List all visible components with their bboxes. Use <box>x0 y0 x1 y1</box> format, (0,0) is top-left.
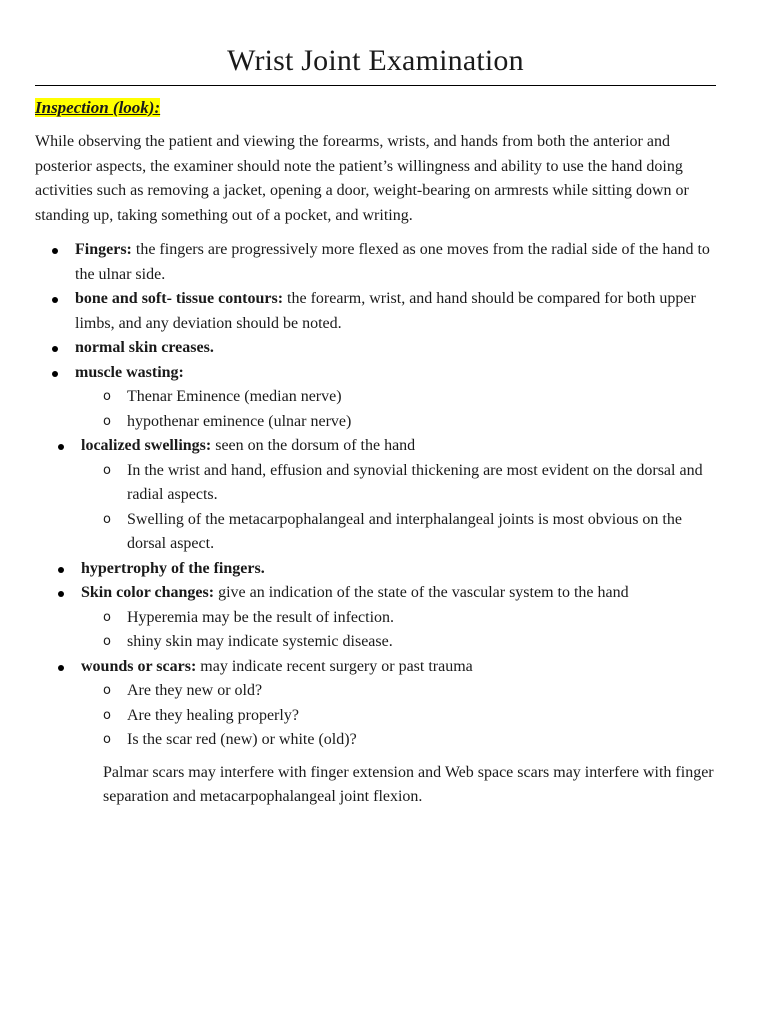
list-item <box>35 336 716 361</box>
list-item-text: may indicate recent surgery or past trauma <box>196 657 473 675</box>
list-item-text: the fingers are progressively more flexed as one moves from the radial side of the hand to the ulnar side. <box>75 241 710 283</box>
bullet-icon <box>52 297 58 303</box>
page-title: Wrist Joint Examination <box>227 44 524 77</box>
list-item-label: hypertrophy of the fingers. <box>81 559 265 577</box>
list-item-label: muscle wasting: <box>75 363 184 381</box>
title-divider <box>35 85 716 86</box>
sub-list <box>75 385 716 434</box>
list-item <box>35 581 716 655</box>
circle-bullet-icon: o <box>103 707 111 723</box>
list-item-label: wounds or scars: <box>81 657 197 675</box>
sub-list-item <box>81 679 716 704</box>
list-item-label: Fingers: <box>75 241 132 258</box>
section-heading-text: Inspection (look): <box>35 98 161 117</box>
bullet-icon <box>52 371 58 377</box>
list-item-text: give an indication of the state of the vascular system to the hand <box>214 584 629 601</box>
circle-bullet-icon: o <box>103 732 111 747</box>
sub-list-item <box>81 728 716 753</box>
circle-bullet-icon: o <box>103 462 111 478</box>
list-item-text: seen on the dorsum of the hand <box>211 437 416 454</box>
sub-list-item-text: Are they new or old? <box>127 682 263 699</box>
bullet-icon <box>58 591 64 597</box>
sub-list-item-text: Hyperemia may be the result of infection. <box>127 608 395 626</box>
sub-list-item <box>81 630 716 655</box>
sub-list-item <box>75 410 716 435</box>
list-item-label: bone and soft- tissue contours: <box>75 290 284 307</box>
bullet-icon <box>58 567 64 573</box>
circle-bullet-icon: o <box>103 683 111 698</box>
list-item-text: the forearm, wrist, and hand should be compared for both upper limbs, and any deviation should be noted. <box>75 290 696 332</box>
list-item <box>35 238 716 287</box>
sub-list-item <box>81 508 716 557</box>
list-item-label: Skin color changes: <box>81 584 215 601</box>
bullet-icon <box>52 346 58 352</box>
bullet-icon <box>58 444 64 450</box>
sub-list-item-text: shiny skin may indicate systemic disease. <box>127 633 393 650</box>
list-item <box>35 434 716 557</box>
sub-list-item-text: In the wrist and hand, effusion and synovial thickening are most evident on the dorsal and radial aspects. <box>127 461 703 503</box>
closing-paragraph: Palmar scars may interfere with finger extension and Web space scars may interfere with finger separation and metacarpophalangeal joint flexion. <box>103 763 714 805</box>
sub-list-item-text: Thenar Eminence (median nerve) <box>127 388 342 405</box>
circle-bullet-icon: o <box>103 389 111 404</box>
inspection-list <box>35 238 716 753</box>
sub-list-item-text: Is the scar red (new) or white (old)? <box>127 731 357 748</box>
list-item-label: localized swellings: <box>81 437 212 454</box>
list-item <box>35 287 716 336</box>
sub-list <box>81 679 716 753</box>
sub-list-item <box>81 606 716 631</box>
sub-list-item <box>81 459 716 508</box>
circle-bullet-icon: o <box>103 609 111 625</box>
circle-bullet-icon: o <box>103 511 111 527</box>
section-heading <box>35 96 716 120</box>
list-item <box>35 361 716 435</box>
bullet-icon <box>52 248 58 254</box>
bullet-icon <box>58 665 64 671</box>
sub-list-item-text: Swelling of the metacarpophalangeal and interphalangeal joints is most obvious on the dorsal aspect. <box>127 510 682 552</box>
list-item <box>35 557 716 582</box>
list-item-label: normal skin creases. <box>75 339 214 356</box>
intro-paragraph: While observing the patient and viewing the forearms, wrists, and hands from both the anterior and posterior aspects, the examiner should note the patient’s willingness and ability to use the hand doing activities such as removing a jacket, opening a door, weight-bearing on armrests while sitting down or standing up, taking something out of a pocket, and writing. <box>35 133 689 224</box>
sub-list-item <box>81 704 716 729</box>
sub-list <box>81 459 716 557</box>
sub-list-item-text: Are they healing properly? <box>127 706 299 724</box>
list-item <box>35 655 716 753</box>
sub-list-item <box>75 385 716 410</box>
circle-bullet-icon: o <box>103 634 111 649</box>
sub-list <box>81 606 716 655</box>
sub-list-item-text: hypothenar eminence (ulnar nerve) <box>127 412 352 430</box>
circle-bullet-icon: o <box>103 413 111 429</box>
document-page <box>35 0 716 810</box>
